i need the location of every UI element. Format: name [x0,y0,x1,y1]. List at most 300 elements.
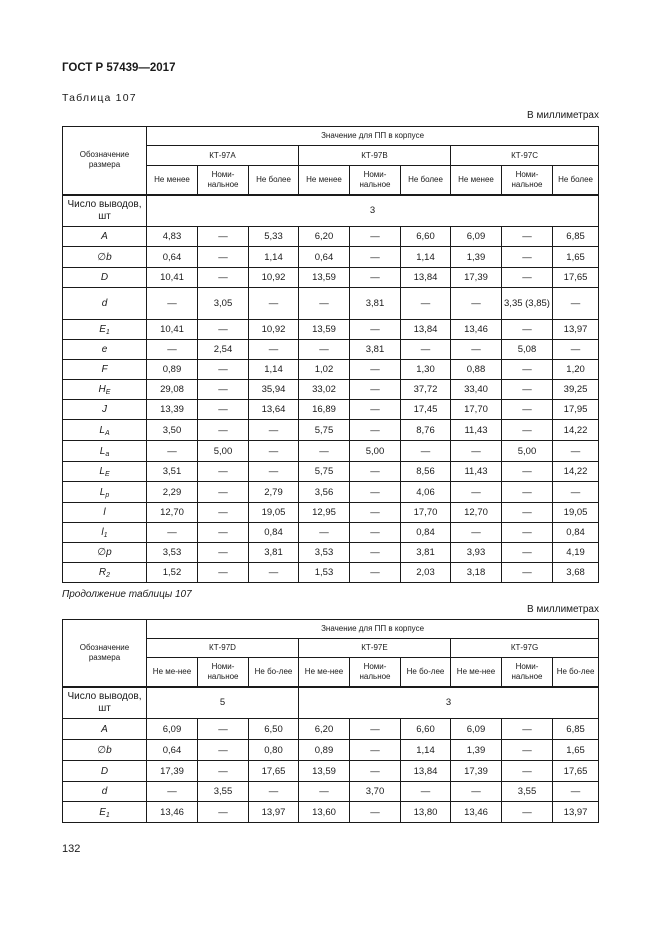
table-row [63,320,599,340]
value-cell: 2,03 [401,563,451,583]
value-cell: — [502,543,553,563]
value-cell: 0,84 [553,523,599,543]
value-cell: — [198,268,249,288]
value-cell: 3,68 [553,563,599,583]
param-symbol: l [101,527,104,538]
param-cell [63,462,147,482]
value-cell: 1,20 [553,360,599,380]
value-cell: — [502,320,553,340]
param-subscript: 2 [106,572,111,579]
value-cell: 1,52 [147,563,198,583]
value-cell: 13,46 [147,802,198,823]
param-symbol: A [101,231,108,242]
param-cell [63,400,147,420]
value-cell: — [299,782,350,802]
value-cell: — [350,482,401,503]
value-cell: 1,30 [401,360,451,380]
package-header: КТ-97В [299,146,451,166]
value-cell: 3,50 [147,420,198,441]
value-cell: — [502,802,553,823]
value-cell: 5,00 [350,441,401,462]
value-cell: 8,56 [401,462,451,482]
subheader-cell: Не более [553,166,599,195]
subheader-cell: Номи-нальное [350,166,401,195]
value-cell: 37,72 [401,380,451,400]
value-cell: — [553,340,599,360]
param-header: Обозначение размера [63,127,147,195]
table-row [63,503,599,523]
value-cell: — [350,563,401,583]
value-cell: — [198,400,249,420]
value-cell: — [147,441,198,462]
value-cell: 6,09 [451,227,502,247]
package-header: КТ-97Е [299,639,451,658]
value-cell: 17,45 [401,400,451,420]
value-cell: 13,80 [401,802,451,823]
value-cell: — [198,523,249,543]
value-cell: — [502,268,553,288]
value-cell: 1,53 [299,563,350,583]
value-cell: 4,83 [147,227,198,247]
param-subscript: 1 [105,811,110,819]
value-cell: 13,97 [553,802,599,823]
span-header: Значение для ПП в корпусе [147,620,599,639]
value-cell: 0,89 [299,740,350,761]
param-symbol: l [103,507,106,518]
value-cell: — [198,320,249,340]
value-cell: — [350,360,401,380]
value-cell: — [299,523,350,543]
value-cell: — [198,761,249,782]
table-row [63,227,599,247]
subheader-cell: Не ме-нее [147,658,198,687]
param-symbol: e [101,344,108,355]
param-cell [63,782,147,802]
value-cell: — [198,360,249,380]
param-cell [63,247,147,268]
value-cell: — [401,441,451,462]
param-symbol: L [99,424,105,436]
param-cell [63,340,147,360]
value-cell: 1,02 [299,360,350,380]
value-cell: 16,89 [299,400,350,420]
param-header: Обозначение размера [63,620,147,687]
table-row [63,523,599,543]
value-cell: — [147,340,198,360]
table-row [63,782,599,802]
param-symbol: ∅p [97,547,112,558]
package-header: КТ-97D [147,639,299,658]
value-cell: 0,89 [147,360,198,380]
param-symbol: L [99,486,106,498]
subheader-cell: Номи-нальное [350,658,401,687]
param-cell [63,563,147,583]
table-row [63,288,599,320]
value-cell: — [198,462,249,482]
param-cell [63,740,147,761]
value-cell: — [147,288,198,320]
value-cell: 5,00 [502,441,553,462]
value-cell: 11,43 [451,420,502,441]
subheader-cell: Не бо-лее [553,658,599,687]
value-cell: — [249,420,299,441]
param-cell [63,420,147,441]
param-symbol: H [98,384,106,395]
param-cell [63,380,147,400]
value-cell: 13,60 [299,802,350,823]
value-cell: 1,39 [451,247,502,268]
param-cell [63,441,147,462]
subheader-cell: Не бо-лее [249,658,299,687]
subheader-cell: Не менее [299,166,350,195]
units-label: В миллиметрах [527,604,599,615]
value-cell: 14,22 [553,420,599,441]
param-symbol: ∅b [97,251,112,263]
value-cell: — [198,719,249,740]
value-cell: 3,18 [451,563,502,583]
value-cell: 5,33 [249,227,299,247]
value-cell: — [502,360,553,380]
value-cell: 3,53 [147,543,198,563]
param-symbol: R [98,567,107,578]
value-cell: 39,25 [553,380,599,400]
value-cell: 13,64 [249,400,299,420]
value-cell: — [249,340,299,360]
value-cell: 10,92 [249,320,299,340]
subheader-cell: Не более [401,166,451,195]
value-cell: 12,95 [299,503,350,523]
param-symbol: E [99,324,106,335]
value-cell: 17,70 [451,400,502,420]
param-subscript: E [104,471,110,478]
param-symbol: L [99,466,105,477]
param-symbol: d [101,298,108,309]
param-cell [63,802,147,823]
value-cell: 0,84 [401,523,451,543]
value-cell: 17,65 [553,268,599,288]
table-row [63,360,599,380]
value-cell: 2,54 [198,340,249,360]
pin-count-value: 3 [299,687,599,719]
value-cell: 1,39 [451,740,502,761]
table-row [63,719,599,740]
value-cell: — [350,802,401,823]
subheader-cell: Не более [249,166,299,195]
value-cell: 19,05 [553,503,599,523]
value-cell: — [198,482,249,503]
value-cell: 17,95 [553,400,599,420]
value-cell: 10,92 [249,268,299,288]
value-cell: — [249,288,299,320]
value-cell: 3,35 (3,85) [502,288,553,320]
value-cell: — [198,563,249,583]
table-caption: Таблица 107 [62,92,137,104]
value-cell: 5,00 [198,441,249,462]
value-cell: 33,40 [451,380,502,400]
value-cell: — [350,380,401,400]
value-cell: 3,81 [350,288,401,320]
value-cell: — [451,288,502,320]
value-cell: 0,88 [451,360,502,380]
value-cell: — [198,740,249,761]
value-cell: — [198,247,249,268]
table-row [63,482,599,503]
value-cell: — [401,288,451,320]
value-cell: — [502,740,553,761]
value-cell: 3,81 [350,340,401,360]
value-cell: 3,55 [502,782,553,802]
page-number: 132 [62,843,81,855]
value-cell: 13,59 [299,761,350,782]
value-cell: 3,55 [198,782,249,802]
value-cell: 3,56 [299,482,350,503]
param-subscript: 1 [103,532,108,539]
value-cell: — [350,462,401,482]
value-cell: 6,60 [401,719,451,740]
value-cell: 13,97 [249,802,299,823]
value-cell: 1,14 [401,740,451,761]
value-cell: 4,06 [401,482,451,503]
subheader-cell: Не менее [451,166,502,195]
param-cell [63,761,147,782]
pin-count-value: 3 [147,195,599,227]
package-header: КТ-97А [147,146,299,166]
param-symbol: d [101,786,108,797]
value-cell: 17,65 [249,761,299,782]
value-cell: — [401,782,451,802]
value-cell: 6,09 [451,719,502,740]
param-cell [63,288,147,320]
value-cell: 2,79 [249,482,299,503]
value-cell: 3,05 [198,288,249,320]
value-cell: — [553,288,599,320]
value-cell: — [198,420,249,441]
table-row [63,441,599,462]
value-cell: 17,70 [401,503,451,523]
value-cell: 35,94 [249,380,299,400]
value-cell: 8,76 [401,420,451,441]
dimensions-table-2 [62,619,599,823]
value-cell: — [249,441,299,462]
subheader-cell: Номи-нальное [198,658,249,687]
value-cell: 1,14 [401,247,451,268]
param-symbol: D [100,765,109,777]
value-cell: 12,70 [451,503,502,523]
value-cell: — [451,782,502,802]
value-cell: — [147,782,198,802]
value-cell: 3,81 [249,543,299,563]
param-subscript: E [105,389,111,396]
value-cell: — [350,320,401,340]
param-subscript: p [105,491,110,499]
value-cell: 13,59 [299,268,350,288]
value-cell: 2,29 [147,482,198,503]
value-cell: — [198,227,249,247]
units-label: В миллиметрах [527,110,599,121]
table-row [63,400,599,420]
value-cell: — [502,227,553,247]
value-cell: — [451,441,502,462]
value-cell: — [350,420,401,441]
value-cell: 6,60 [401,227,451,247]
param-subscript: a [105,450,110,458]
table-row [63,740,599,761]
package-header: КТ-97С [451,146,599,166]
subheader-cell: Не ме-нее [299,658,350,687]
param-cell [63,503,147,523]
value-cell: 17,65 [553,761,599,782]
table-row [63,543,599,563]
value-cell: 1,65 [553,740,599,761]
param-symbol: D [100,272,109,283]
value-cell: 13,39 [147,400,198,420]
table-row [63,420,599,441]
value-cell: — [451,340,502,360]
value-cell: — [147,523,198,543]
value-cell: 33,02 [299,380,350,400]
param-cell [63,523,147,543]
table-row [63,340,599,360]
value-cell: 10,41 [147,320,198,340]
table-row [63,563,599,583]
value-cell: — [350,503,401,523]
value-cell: — [451,482,502,503]
value-cell: — [401,340,451,360]
dimensions-table-1 [62,126,599,583]
subheader-cell: Номи-нальное [502,166,553,195]
value-cell: 6,50 [249,719,299,740]
value-cell: — [249,462,299,482]
value-cell: — [198,802,249,823]
value-cell: 6,20 [299,227,350,247]
value-cell: — [350,400,401,420]
param-cell [63,482,147,503]
value-cell: — [350,740,401,761]
value-cell: 13,97 [553,320,599,340]
value-cell: 13,84 [401,268,451,288]
value-cell: 0,64 [147,740,198,761]
param-symbol: L [99,445,106,457]
value-cell: 0,64 [299,247,350,268]
value-cell: — [350,543,401,563]
param-cell [63,320,147,340]
value-cell: — [502,563,553,583]
value-cell: — [249,782,299,802]
pin-count-label: Число выводов, шт [63,195,147,227]
value-cell: — [249,563,299,583]
value-cell: — [350,523,401,543]
value-cell: — [502,719,553,740]
value-cell: 12,70 [147,503,198,523]
table-row [63,761,599,782]
subheader-cell: Номи-нальное [502,658,553,687]
value-cell: — [502,247,553,268]
value-cell: 0,84 [249,523,299,543]
pin-count-value: 5 [147,687,299,719]
value-cell: 6,85 [553,227,599,247]
value-cell: 13,84 [401,761,451,782]
table-row [63,802,599,823]
value-cell: 17,39 [147,761,198,782]
value-cell: — [299,441,350,462]
value-cell: — [502,482,553,503]
value-cell: 6,85 [553,719,599,740]
value-cell: 0,80 [249,740,299,761]
value-cell: — [350,247,401,268]
value-cell: 1,65 [553,247,599,268]
value-cell: — [198,543,249,563]
document-header: ГОСТ Р 57439—2017 [62,62,176,74]
param-cell [63,268,147,288]
value-cell: 13,46 [451,802,502,823]
param-symbol: ∅b [97,744,112,756]
value-cell: 17,39 [451,761,502,782]
value-cell: — [299,288,350,320]
param-symbol: A [101,723,108,735]
value-cell: — [502,761,553,782]
value-cell: 5,08 [502,340,553,360]
value-cell: 6,09 [147,719,198,740]
value-cell: — [553,441,599,462]
param-symbol: J [102,404,107,415]
value-cell: — [198,380,249,400]
value-cell: — [299,340,350,360]
value-cell: 6,20 [299,719,350,740]
param-cell [63,719,147,740]
value-cell: — [350,227,401,247]
value-cell: — [502,420,553,441]
value-cell: 1,14 [249,247,299,268]
value-cell: — [198,503,249,523]
value-cell: 5,75 [299,420,350,441]
value-cell: — [451,523,502,543]
value-cell: — [502,503,553,523]
subheader-cell: Не бо-лее [401,658,451,687]
param-subscript: A [104,429,110,437]
pin-count-label: Число выводов, шт [63,687,147,719]
param-symbol: E [99,806,106,818]
param-subscript: 1 [105,329,110,336]
value-cell: 0,64 [147,247,198,268]
param-cell [63,227,147,247]
value-cell: — [350,719,401,740]
value-cell: 5,75 [299,462,350,482]
value-cell: — [350,761,401,782]
table-row [63,380,599,400]
param-symbol: F [101,364,108,375]
subheader-cell: Не ме-нее [451,658,502,687]
value-cell: — [350,268,401,288]
value-cell: 17,39 [451,268,502,288]
value-cell: — [502,462,553,482]
value-cell: 3,81 [401,543,451,563]
value-cell: — [502,380,553,400]
value-cell: — [502,400,553,420]
value-cell: 13,84 [401,320,451,340]
value-cell: 3,70 [350,782,401,802]
value-cell: — [553,482,599,503]
value-cell: 19,05 [249,503,299,523]
value-cell: 11,43 [451,462,502,482]
value-cell: 29,08 [147,380,198,400]
value-cell: — [502,523,553,543]
table-row [63,268,599,288]
value-cell: 1,14 [249,360,299,380]
subheader-cell: Не менее [147,166,198,195]
value-cell: 3,53 [299,543,350,563]
table-row [63,247,599,268]
param-cell [63,360,147,380]
